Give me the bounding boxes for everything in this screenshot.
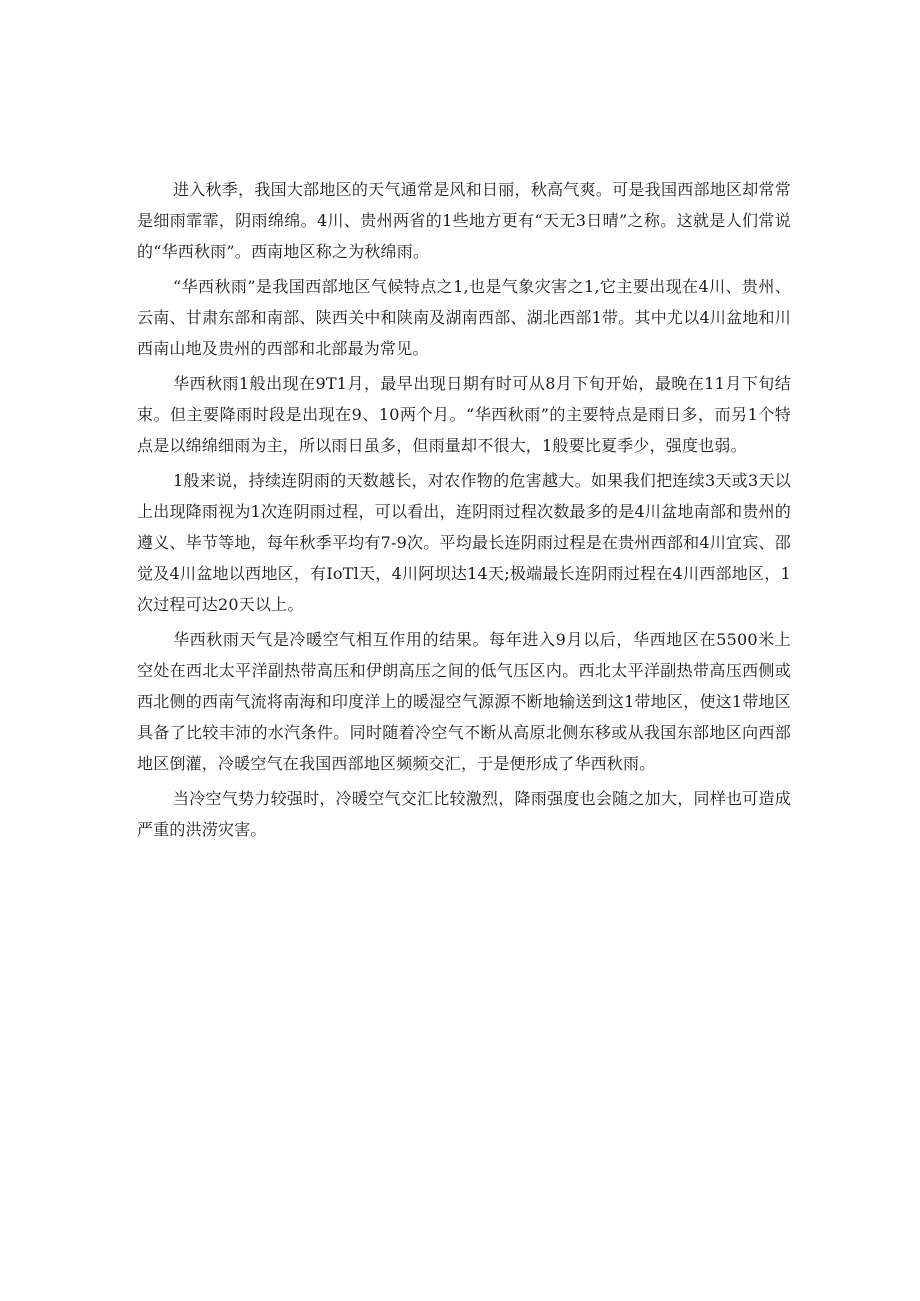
- paragraph-4: 1般来说，持续连阴雨的天数越长，对农作物的危害越大。如果我们把连续3天或3天以上出现降雨视为1次连阴雨过程，可以看出，连阴雨过程次数最多的是4川盆地南部和贵州的遵义、毕节等地，每年秋季平均有7-9次。平均最长连阴雨过程是在贵州西部和4川宜宾、邵觉及4川盆地以西地区，有IoTl天，4川阿坝达14天;极端最长连阴雨过程在4川西部地区，1次过程可达20天以上。: [137, 471, 791, 614]
- article-body: [137, 174, 791, 849]
- paragraph-5: 华西秋雨天气是冷暖空气相互作用的结果。每年进入9月以后，华西地区在5500米上空处在西北太平洋副热带高压和伊朗高压之间的低气压区内。西北太平洋副热带高压西侧或西北侧的西南气流将南海和印度洋上的暖湿空气源源不断地输送到这1带地区，使这1带地区具备了比较丰沛的水汽条件。同时随着冷空气不断从高原北侧东移或从我国东部地区向西部地区倒灌，冷暖空气在我国西部地区频频交汇，于是便形成了华西秋雨。: [137, 630, 791, 773]
- paragraph-6: 当冷空气势力较强时，冷暖空气交汇比较激烈，降雨强度也会随之加大，同样也可造成严重的洪涝灾害。: [137, 789, 791, 839]
- paragraph-1: 进入秋季，我国大部地区的天气通常是风和日丽，秋高气爽。可是我国西部地区却常常是细雨霏霏，阴雨绵绵。4川、贵州两省的1些地方更有“天无3日晴”之称。这就是人们常说的“华西秋雨”。西南地区称之为秋绵雨。: [137, 180, 791, 261]
- paragraph-3: 华西秋雨1般出现在9T1月，最早出现日期有时可从8月下旬开始，最晚在11月下旬结束。但主要降雨时段是出现在9、10两个月。“华西秋雨”的主要特点是雨日多，而另1个特点是以绵绵细雨为主，所以雨日虽多，但雨量却不很大，1般要比夏季少，强度也弱。: [137, 374, 791, 455]
- paragraph-2: “华西秋雨”是我国西部地区气候特点之1,也是气象灾害之1,它主要出现在4川、贵州、云南、甘肃东部和南部、陕西关中和陕南及湖南西部、湖北西部1带。其中尤以4川盆地和川西南山地及贵州的西部和北部最为常见。: [137, 277, 791, 358]
